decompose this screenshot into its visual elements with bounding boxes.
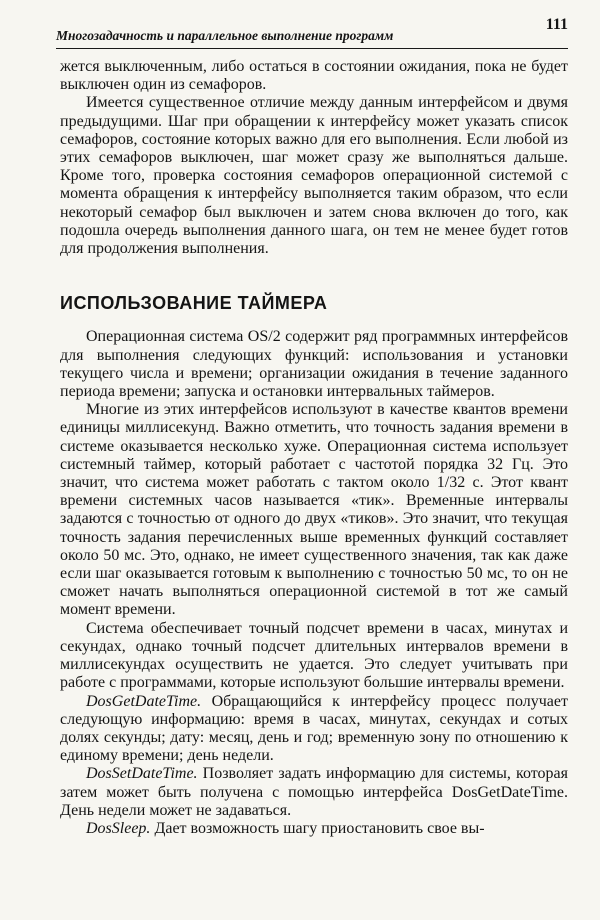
paragraph-time-counting: Система обеспечивает точный подсчет времени в часах, минутах и секундах, однако точный подсчет длительных интервалов времени в миллисекундах осуществить не удается. Это следует учитывать при работе с программами, которые используют большие интервалы времени. [60, 619, 568, 692]
api-description: Позволяет задать информацию для системы, которая затем может быть получена с помощью интерфейса DosGetDateTime. День недели может не задаваться. [60, 765, 568, 819]
api-entry-dossleep [60, 820, 568, 838]
api-name: DosSetDateTime. [86, 765, 198, 783]
page-header [56, 14, 568, 48]
body-text [60, 58, 568, 838]
api-entry-dossetdatetime [60, 765, 568, 820]
api-name: DosSleep. [86, 819, 151, 837]
api-entry-dosgetdatetime [60, 693, 568, 766]
api-description: Обращающийся к интерфейсу процесс получает следующую информацию: время в часах, минутах, секундах и сотых долях секунды; дату: месяц, день и год; временную зону по отношению к единому времени; день недели. [60, 692, 568, 765]
api-name: DosGetDateTime. [86, 692, 202, 710]
paragraph-os2-timer-interfaces: Операционная система OS/2 содержит ряд программных интерфейсов для выполнения следующих функций: использования и установки текущего числа и времени; организации ожидания в течение заданного периода времени; запуска и остановки интервальных таймеров. [60, 328, 568, 401]
section-heading: ИСПОЛЬЗОВАНИЕ ТАЙМЕРА [60, 293, 328, 314]
paragraph-continuation: жется выключенным, либо остаться в состоянии ожидания, пока не будет выключен один из семафоров. [60, 58, 568, 94]
header-rule [56, 48, 568, 49]
running-title: Многозадачность и параллельное выполнение программ [56, 28, 394, 43]
paragraph-millisecond-precision: Многие из этих интерфейсов используют в качестве квантов времени единицы миллисекунд. Важно отметить, что точность задания времени в системе оказывается несколько хуже. Операционная система использует системный таймер, который работает с частотой порядка 32 Гц. Это значит, что система может работать с тактом около 1/32 с. Этот квант времени системных часов называется «тик». Временные интервалы задаются с точностью от одного до двух «тиков». Это значит, что текущая точность задания перечисленных выше временных функций составляет около 50 мс. Это, однако, не имеет существенного значения, так как даже если шаг оказывается готовым к выполнению с точностью 50 мс, то он не сможет начать выполняться операционной системой в тот же самый момент времени. [60, 401, 568, 619]
page-number: 111 [545, 16, 568, 33]
paragraph-semaphore-difference: Имеется существенное отличие между данным интерфейсом и двумя предыдущими. Шаг при обращении к интерфейсу может указать список семафоров, состояние которых важно для его выполнения. Если любой из этих семафоров выключен, шаг может сразу же выполняться дальше. Кроме того, проверка состояния семафоров операционной системой с момента обращения к интерфейсу выполняется таким образом, что если некоторый семафор был выключен и затем снова включен до того, как подошла очередь выполнения данного шага, он тем не менее будет готов для продолжения выполнения. [60, 94, 568, 258]
api-description: Дает возможность шагу приостановить свое вы- [150, 819, 485, 837]
